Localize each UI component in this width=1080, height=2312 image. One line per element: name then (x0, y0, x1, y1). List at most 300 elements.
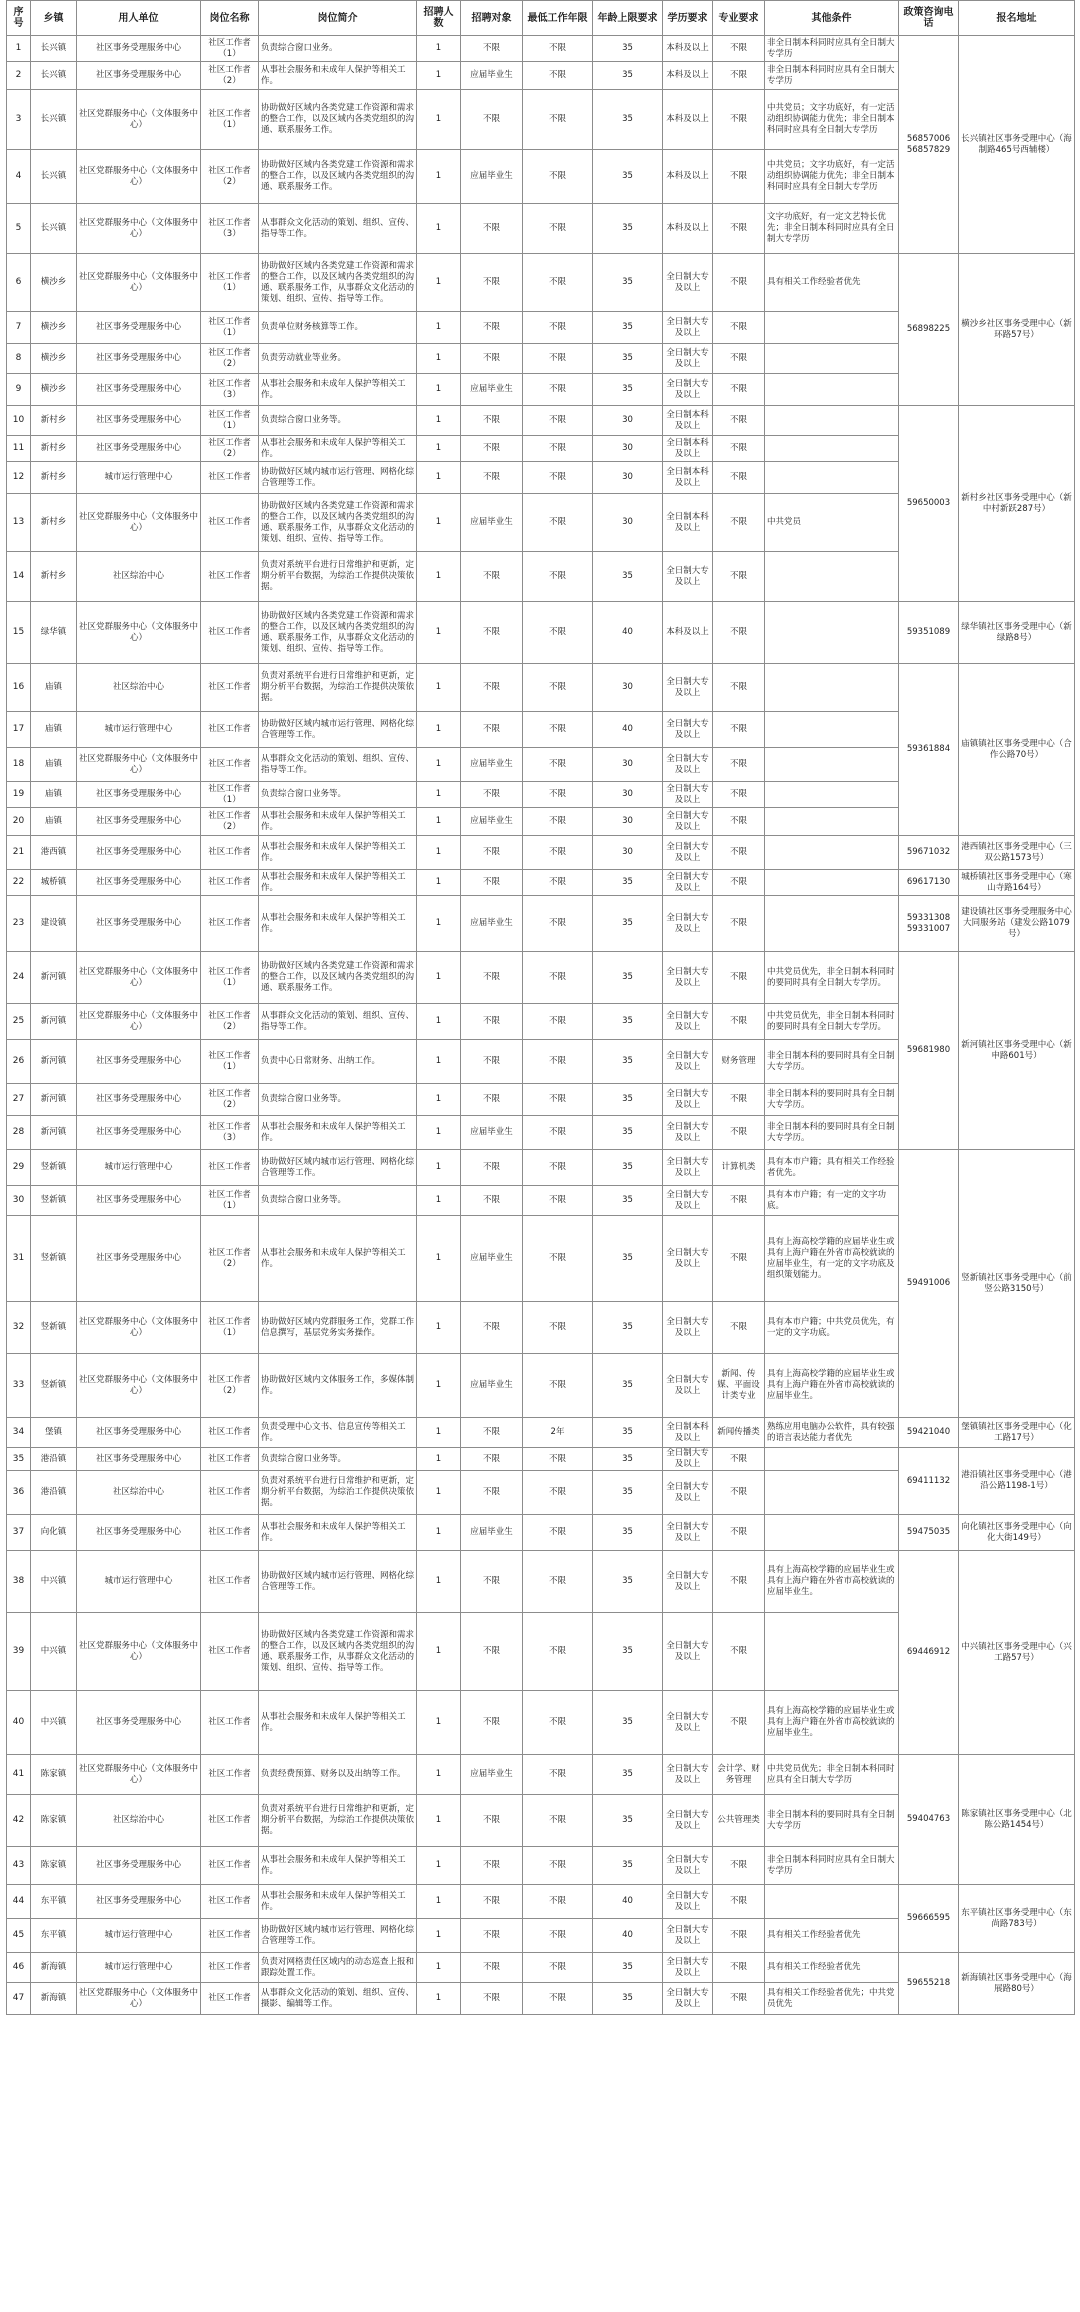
cell-intro: 协助做好区域内各类党建工作资源和需求的整合工作，以及区域内各类党组织的沟通、联系服务工作。 (259, 150, 417, 204)
cell-target: 不限 (461, 712, 523, 748)
cell-major: 不限 (713, 712, 765, 748)
cell-years: 不限 (523, 1885, 593, 1919)
cell-edu: 全日制大专及以上 (663, 254, 713, 312)
cell-intro: 从事社会服务和未成年人保护等相关工作。 (259, 896, 417, 952)
table-row (7, 664, 1075, 712)
cell-unit: 社区事务受理服务中心 (77, 1515, 201, 1551)
cell-no: 46 (7, 1953, 31, 1983)
cell-unit: 社区事务受理服务中心 (77, 1885, 201, 1919)
cell-unit: 城市运行管理中心 (77, 1919, 201, 1953)
cell-no: 20 (7, 808, 31, 836)
cell-no: 11 (7, 436, 31, 462)
cell-major: 不限 (713, 1919, 765, 1953)
cell-years: 不限 (523, 1755, 593, 1795)
cell-address: 港沿镇社区事务受理中心（港沿公路1198-1号） (959, 1448, 1075, 1515)
cell-cond (765, 312, 899, 344)
cell-town: 竖新镇 (31, 1216, 77, 1302)
cell-unit: 社区党群服务中心（文体服务中心） (77, 1983, 201, 2015)
header-no: 序号 (7, 1, 31, 36)
cell-town: 陈家镇 (31, 1755, 77, 1795)
cell-target: 不限 (461, 552, 523, 602)
cell-no: 5 (7, 204, 31, 254)
cell-town: 横沙乡 (31, 254, 77, 312)
cell-years: 不限 (523, 1116, 593, 1150)
cell-target: 应届毕业生 (461, 1515, 523, 1551)
cell-unit: 社区事务受理服务中心 (77, 374, 201, 406)
cell-address: 竖新镇社区事务受理中心（前竖公路3150号） (959, 1150, 1075, 1418)
cell-num: 1 (417, 870, 461, 896)
cell-edu: 全日制大专及以上 (663, 1302, 713, 1354)
cell-target: 不限 (461, 1551, 523, 1613)
cell-town: 新村乡 (31, 436, 77, 462)
header-row (7, 1, 1075, 36)
cell-address: 堡镇镇社区事务受理中心（化工路17号） (959, 1418, 1075, 1448)
cell-edu: 全日制大专及以上 (663, 952, 713, 1004)
cell-years: 不限 (523, 552, 593, 602)
header-edu: 学历要求 (663, 1, 713, 36)
cell-edu: 全日制大专及以上 (663, 312, 713, 344)
cell-phone: 59421040 (899, 1418, 959, 1448)
cell-target: 应届毕业生 (461, 808, 523, 836)
cell-phone: 59681980 (899, 952, 959, 1150)
cell-no: 39 (7, 1613, 31, 1691)
cell-intro: 协助做好区域内各类党建工作资源和需求的整合工作，以及区域内各类党组织的沟通、联系服务工作，从事群众文化活动的策划、组织、宣传、指导等工作。 (259, 254, 417, 312)
cell-intro: 从事社会服务和未成年人保护等相关工作。 (259, 1691, 417, 1755)
cell-edu: 全日制大专及以上 (663, 836, 713, 870)
cell-edu: 全日制大专及以上 (663, 1755, 713, 1795)
cell-no: 31 (7, 1216, 31, 1302)
cell-cond (765, 870, 899, 896)
cell-address: 城桥镇社区事务受理中心（寒山寺路164号） (959, 870, 1075, 896)
cell-post: 社区工作者（2） (201, 1084, 259, 1116)
cell-target: 应届毕业生 (461, 62, 523, 90)
cell-town: 港沿镇 (31, 1448, 77, 1471)
cell-cond: 具有本市户籍；中共党员优先，有一定的文字功底。 (765, 1302, 899, 1354)
cell-major: 不限 (713, 374, 765, 406)
table-row (7, 1515, 1075, 1551)
cell-age: 35 (593, 1004, 663, 1040)
cell-edu: 全日制大专及以上 (663, 1150, 713, 1186)
cell-age: 35 (593, 312, 663, 344)
cell-cond: 非全日制本科同时应具有全日制大专学历 (765, 62, 899, 90)
cell-post: 社区工作者 (201, 1755, 259, 1795)
cell-town: 新村乡 (31, 552, 77, 602)
cell-major: 不限 (713, 664, 765, 712)
cell-cond (765, 1885, 899, 1919)
cell-num: 1 (417, 952, 461, 1004)
cell-unit: 社区党群服务中心（文体服务中心） (77, 1755, 201, 1795)
cell-intro: 协助做好区域内城市运行管理、网格化综合管理等工作。 (259, 462, 417, 494)
cell-num: 1 (417, 1040, 461, 1084)
cell-no: 16 (7, 664, 31, 712)
cell-no: 43 (7, 1847, 31, 1885)
cell-no: 47 (7, 1983, 31, 2015)
cell-age: 30 (593, 406, 663, 436)
cell-num: 1 (417, 1755, 461, 1795)
cell-age: 35 (593, 1116, 663, 1150)
cell-cond (765, 712, 899, 748)
cell-edu: 全日制大专及以上 (663, 1847, 713, 1885)
cell-no: 41 (7, 1755, 31, 1795)
cell-town: 庙镇 (31, 782, 77, 808)
cell-intro: 协助做好区域内城市运行管理、网格化综合管理等工作。 (259, 1919, 417, 1953)
cell-target: 应届毕业生 (461, 748, 523, 782)
cell-intro: 负责综合窗口业务等。 (259, 1084, 417, 1116)
cell-age: 30 (593, 748, 663, 782)
cell-age: 30 (593, 836, 663, 870)
cell-no: 14 (7, 552, 31, 602)
cell-post: 社区工作者 (201, 1613, 259, 1691)
cell-unit: 社区事务受理服务中心 (77, 344, 201, 374)
cell-num: 1 (417, 1116, 461, 1150)
cell-unit: 社区党群服务中心（文体服务中心） (77, 1004, 201, 1040)
cell-age: 35 (593, 62, 663, 90)
cell-age: 35 (593, 1302, 663, 1354)
header-age: 年龄上限要求 (593, 1, 663, 36)
cell-unit: 社区事务受理服务中心 (77, 1847, 201, 1885)
cell-address: 新海镇社区事务受理中心（海展路80号） (959, 1953, 1075, 2015)
cell-major: 不限 (713, 344, 765, 374)
cell-intro: 负责对网格责任区域内的动态巡查上报和跟踪处置工作。 (259, 1953, 417, 1983)
cell-num: 1 (417, 782, 461, 808)
cell-town: 东平镇 (31, 1919, 77, 1953)
cell-town: 新河镇 (31, 1004, 77, 1040)
table-row (7, 254, 1075, 312)
cell-unit: 社区事务受理服务中心 (77, 1040, 201, 1084)
cell-years: 不限 (523, 90, 593, 150)
cell-num: 1 (417, 436, 461, 462)
cell-age: 35 (593, 1448, 663, 1471)
cell-intro: 负责对系统平台进行日常维护和更新，定期分析平台数据，为综治工作提供决策依据。 (259, 1795, 417, 1847)
cell-edu: 全日制大专及以上 (663, 1613, 713, 1691)
cell-target: 不限 (461, 836, 523, 870)
cell-years: 不限 (523, 870, 593, 896)
cell-post: 社区工作者 (201, 1847, 259, 1885)
cell-target: 应届毕业生 (461, 1216, 523, 1302)
cell-major: 不限 (713, 436, 765, 462)
cell-phone: 59650003 (899, 406, 959, 602)
cell-intro: 负责对系统平台进行日常维护和更新，定期分析平台数据，为综治工作提供决策依据。 (259, 552, 417, 602)
cell-cond: 具有本市户籍；有一定的文字功底。 (765, 1186, 899, 1216)
cell-intro: 协助做好区域内城市运行管理、网格化综合管理等工作。 (259, 712, 417, 748)
cell-years: 不限 (523, 1448, 593, 1471)
cell-num: 1 (417, 552, 461, 602)
cell-target: 应届毕业生 (461, 494, 523, 552)
cell-edu: 全日制大专及以上 (663, 1795, 713, 1847)
cell-no: 12 (7, 462, 31, 494)
cell-cond: 具有相关工作经验者优先 (765, 254, 899, 312)
cell-major: 不限 (713, 90, 765, 150)
cell-age: 35 (593, 1953, 663, 1983)
cell-cond: 具有上海高校学籍的应届毕业生或具有上海户籍在外省市高校就读的应届毕业生。 (765, 1354, 899, 1418)
cell-edu: 全日制本科及以上 (663, 494, 713, 552)
cell-no: 44 (7, 1885, 31, 1919)
cell-post: 社区工作者 (201, 896, 259, 952)
cell-intro: 从事社会服务和未成年人保护等相关工作。 (259, 1515, 417, 1551)
table-row (7, 836, 1075, 870)
cell-major: 不限 (713, 62, 765, 90)
cell-edu: 全日制大专及以上 (663, 1186, 713, 1216)
cell-age: 35 (593, 150, 663, 204)
cell-no: 17 (7, 712, 31, 748)
cell-major: 计算机类 (713, 1150, 765, 1186)
cell-intro: 负责对系统平台进行日常维护和更新，定期分析平台数据，为综治工作提供决策依据。 (259, 664, 417, 712)
cell-unit: 城市运行管理中心 (77, 1150, 201, 1186)
cell-intro: 负责综合窗口业务等。 (259, 1448, 417, 1471)
table-body (7, 36, 1075, 2015)
cell-address: 横沙乡社区事务受理中心（新环路57号） (959, 254, 1075, 406)
cell-intro: 从事社会服务和未成年人保护等相关工作。 (259, 836, 417, 870)
cell-phone: 59666595 (899, 1885, 959, 1953)
cell-target: 不限 (461, 344, 523, 374)
cell-no: 25 (7, 1004, 31, 1040)
cell-major: 不限 (713, 808, 765, 836)
cell-address: 港西镇社区事务受理中心（三双公路1573号） (959, 836, 1075, 870)
cell-no: 37 (7, 1515, 31, 1551)
cell-num: 1 (417, 1847, 461, 1885)
cell-edu: 全日制大专及以上 (663, 808, 713, 836)
cell-unit: 社区事务受理服务中心 (77, 1084, 201, 1116)
cell-age: 35 (593, 1216, 663, 1302)
header-major: 专业要求 (713, 1, 765, 36)
cell-unit: 社区事务受理服务中心 (77, 1216, 201, 1302)
cell-intro: 负责综合窗口业务等。 (259, 406, 417, 436)
cell-unit: 社区事务受理服务中心 (77, 62, 201, 90)
cell-town: 长兴镇 (31, 90, 77, 150)
cell-years: 2年 (523, 1418, 593, 1448)
cell-town: 长兴镇 (31, 204, 77, 254)
cell-post: 社区工作者（3） (201, 1116, 259, 1150)
cell-years: 不限 (523, 1919, 593, 1953)
cell-years: 不限 (523, 1084, 593, 1116)
cell-num: 1 (417, 1515, 461, 1551)
cell-edu: 全日制大专及以上 (663, 1471, 713, 1515)
cell-town: 竖新镇 (31, 1150, 77, 1186)
cell-major: 不限 (713, 204, 765, 254)
cell-target: 不限 (461, 462, 523, 494)
cell-age: 35 (593, 254, 663, 312)
cell-age: 35 (593, 1040, 663, 1084)
cell-num: 1 (417, 374, 461, 406)
cell-edu: 全日制本科及以上 (663, 1418, 713, 1448)
cell-major: 不限 (713, 406, 765, 436)
cell-intro: 协助做好区域内各类党建工作资源和需求的整合工作，以及区域内各类党组织的沟通、联系服务工作，从事群众文化活动的策划、组织、宣传、指导等工作。 (259, 602, 417, 664)
cell-intro: 从事社会服务和未成年人保护等相关工作。 (259, 870, 417, 896)
cell-num: 1 (417, 462, 461, 494)
cell-major: 不限 (713, 462, 765, 494)
cell-major: 不限 (713, 782, 765, 808)
cell-no: 3 (7, 90, 31, 150)
cell-age: 40 (593, 1885, 663, 1919)
cell-num: 1 (417, 664, 461, 712)
cell-target: 应届毕业生 (461, 150, 523, 204)
cell-town: 港沿镇 (31, 1471, 77, 1515)
cell-target: 不限 (461, 1953, 523, 1983)
cell-intro: 负责综合窗口业务等。 (259, 782, 417, 808)
cell-unit: 社区党群服务中心（文体服务中心） (77, 1354, 201, 1418)
cell-post: 社区工作者 (201, 552, 259, 602)
cell-town: 新河镇 (31, 1040, 77, 1084)
cell-post: 社区工作者 (201, 664, 259, 712)
cell-target: 不限 (461, 1004, 523, 1040)
cell-years: 不限 (523, 748, 593, 782)
cell-years: 不限 (523, 1040, 593, 1084)
cell-major: 不限 (713, 1953, 765, 1983)
table-row (7, 952, 1075, 1004)
cell-cond (765, 344, 899, 374)
cell-phone: 56898225 (899, 254, 959, 406)
cell-town: 陈家镇 (31, 1795, 77, 1847)
cell-target: 不限 (461, 1847, 523, 1885)
cell-no: 19 (7, 782, 31, 808)
cell-age: 35 (593, 1084, 663, 1116)
cell-major: 不限 (713, 494, 765, 552)
cell-years: 不限 (523, 836, 593, 870)
cell-phone: 69446912 (899, 1551, 959, 1755)
cell-major: 不限 (713, 748, 765, 782)
cell-edu: 全日制大专及以上 (663, 664, 713, 712)
cell-no: 33 (7, 1354, 31, 1418)
cell-edu: 全日制本科及以上 (663, 406, 713, 436)
cell-target: 不限 (461, 1186, 523, 1216)
cell-intro: 从事社会服务和未成年人保护等相关工作。 (259, 62, 417, 90)
cell-cond: 具有上海高校学籍的应届毕业生或具有上海户籍在外省市高校就读的应届毕业生。 (765, 1551, 899, 1613)
cell-major: 不限 (713, 1084, 765, 1116)
cell-cond (765, 1448, 899, 1471)
cell-post: 社区工作者（1） (201, 1186, 259, 1216)
cell-address: 新村乡社区事务受理中心（新中村新跃287号） (959, 406, 1075, 602)
cell-unit: 社区事务受理服务中心 (77, 870, 201, 896)
cell-years: 不限 (523, 406, 593, 436)
cell-cond: 熟练应用电脑办公软件，具有较强的语言表达能力者优先 (765, 1418, 899, 1448)
cell-cond: 非全日制本科同时应具有全日制大专学历 (765, 1847, 899, 1885)
cell-unit: 城市运行管理中心 (77, 1551, 201, 1613)
cell-target: 不限 (461, 1691, 523, 1755)
cell-cond (765, 664, 899, 712)
cell-cond: 中共党员优先，非全日制本科同时的要同时具有全日制大专学历。 (765, 1004, 899, 1040)
cell-num: 1 (417, 748, 461, 782)
cell-intro: 从事社会服务和未成年人保护等相关工作。 (259, 1885, 417, 1919)
cell-cond (765, 552, 899, 602)
cell-years: 不限 (523, 1613, 593, 1691)
cell-intro: 协助做好区域内文体服务工作，多媒体制作。 (259, 1354, 417, 1418)
cell-num: 1 (417, 808, 461, 836)
cell-num: 1 (417, 1795, 461, 1847)
header-phone: 政策咨询电话 (899, 1, 959, 36)
cell-unit: 社区事务受理服务中心 (77, 896, 201, 952)
cell-num: 1 (417, 1216, 461, 1302)
cell-town: 横沙乡 (31, 374, 77, 406)
cell-post: 社区工作者 (201, 602, 259, 664)
cell-years: 不限 (523, 1515, 593, 1551)
cell-intro: 从事群众文化活动的策划、组织、宣传、指导等工作。 (259, 204, 417, 254)
cell-post: 社区工作者 (201, 462, 259, 494)
cell-post: 社区工作者 (201, 1515, 259, 1551)
cell-post: 社区工作者（1） (201, 90, 259, 150)
cell-no: 36 (7, 1471, 31, 1515)
cell-unit: 社区事务受理服务中心 (77, 1186, 201, 1216)
cell-cond (765, 1613, 899, 1691)
cell-major: 不限 (713, 870, 765, 896)
cell-town: 新河镇 (31, 952, 77, 1004)
cell-no: 23 (7, 896, 31, 952)
cell-age: 35 (593, 896, 663, 952)
cell-address: 长兴镇社区事务受理中心（海制路465号西辅楼） (959, 36, 1075, 254)
cell-town: 堡镇 (31, 1418, 77, 1448)
cell-town: 庙镇 (31, 808, 77, 836)
cell-major: 不限 (713, 1004, 765, 1040)
cell-edu: 本科及以上 (663, 204, 713, 254)
cell-post: 社区工作者（2） (201, 1216, 259, 1302)
header-intro: 岗位简介 (259, 1, 417, 36)
cell-target: 不限 (461, 870, 523, 896)
cell-target: 不限 (461, 204, 523, 254)
cell-town: 新海镇 (31, 1983, 77, 2015)
cell-num: 1 (417, 1613, 461, 1691)
cell-unit: 社区党群服务中心（文体服务中心） (77, 748, 201, 782)
cell-intro: 负责受理中心文书、信息宣传等相关工作。 (259, 1418, 417, 1448)
cell-edu: 全日制大专及以上 (663, 1004, 713, 1040)
cell-target: 不限 (461, 254, 523, 312)
cell-unit: 社区综治中心 (77, 664, 201, 712)
cell-cond: 非全日制本科的要同时具有全日制大专学历 (765, 1795, 899, 1847)
cell-edu: 全日制大专及以上 (663, 1216, 713, 1302)
cell-years: 不限 (523, 1953, 593, 1983)
cell-years: 不限 (523, 952, 593, 1004)
cell-town: 东平镇 (31, 1885, 77, 1919)
cell-unit: 社区党群服务中心（文体服务中心） (77, 494, 201, 552)
cell-age: 40 (593, 1919, 663, 1953)
table-row (7, 602, 1075, 664)
table-row (7, 1418, 1075, 1448)
cell-town: 庙镇 (31, 712, 77, 748)
cell-cond: 非全日制本科的要同时具有全日制大专学历。 (765, 1040, 899, 1084)
cell-post: 社区工作者（2） (201, 1004, 259, 1040)
cell-intro: 负责中心日常财务、出纳工作。 (259, 1040, 417, 1084)
cell-num: 1 (417, 1448, 461, 1471)
cell-target: 应届毕业生 (461, 1116, 523, 1150)
cell-post: 社区工作者 (201, 1551, 259, 1613)
cell-town: 庙镇 (31, 748, 77, 782)
cell-no: 38 (7, 1551, 31, 1613)
cell-no: 9 (7, 374, 31, 406)
cell-edu: 全日制大专及以上 (663, 374, 713, 406)
cell-num: 1 (417, 1302, 461, 1354)
cell-major: 不限 (713, 150, 765, 204)
cell-town: 横沙乡 (31, 344, 77, 374)
cell-no: 29 (7, 1150, 31, 1186)
cell-no: 42 (7, 1795, 31, 1847)
cell-town: 新河镇 (31, 1116, 77, 1150)
cell-edu: 全日制大专及以上 (663, 1953, 713, 1983)
cell-post: 社区工作者 (201, 1448, 259, 1471)
cell-target: 不限 (461, 1471, 523, 1515)
cell-phone: 59361884 (899, 664, 959, 836)
cell-post: 社区工作者 (201, 1795, 259, 1847)
cell-num: 1 (417, 836, 461, 870)
cell-no: 22 (7, 870, 31, 896)
cell-cond (765, 406, 899, 436)
cell-post: 社区工作者（2） (201, 1354, 259, 1418)
cell-major: 不限 (713, 552, 765, 602)
cell-years: 不限 (523, 150, 593, 204)
cell-cond: 具有相关工作经验者优先；中共党员优先 (765, 1983, 899, 2015)
cell-town: 中兴镇 (31, 1613, 77, 1691)
header-town: 乡镇 (31, 1, 77, 36)
cell-town: 绿华镇 (31, 602, 77, 664)
cell-cond: 非全日制本科的要同时具有全日制大专学历。 (765, 1084, 899, 1116)
cell-num: 1 (417, 1691, 461, 1755)
